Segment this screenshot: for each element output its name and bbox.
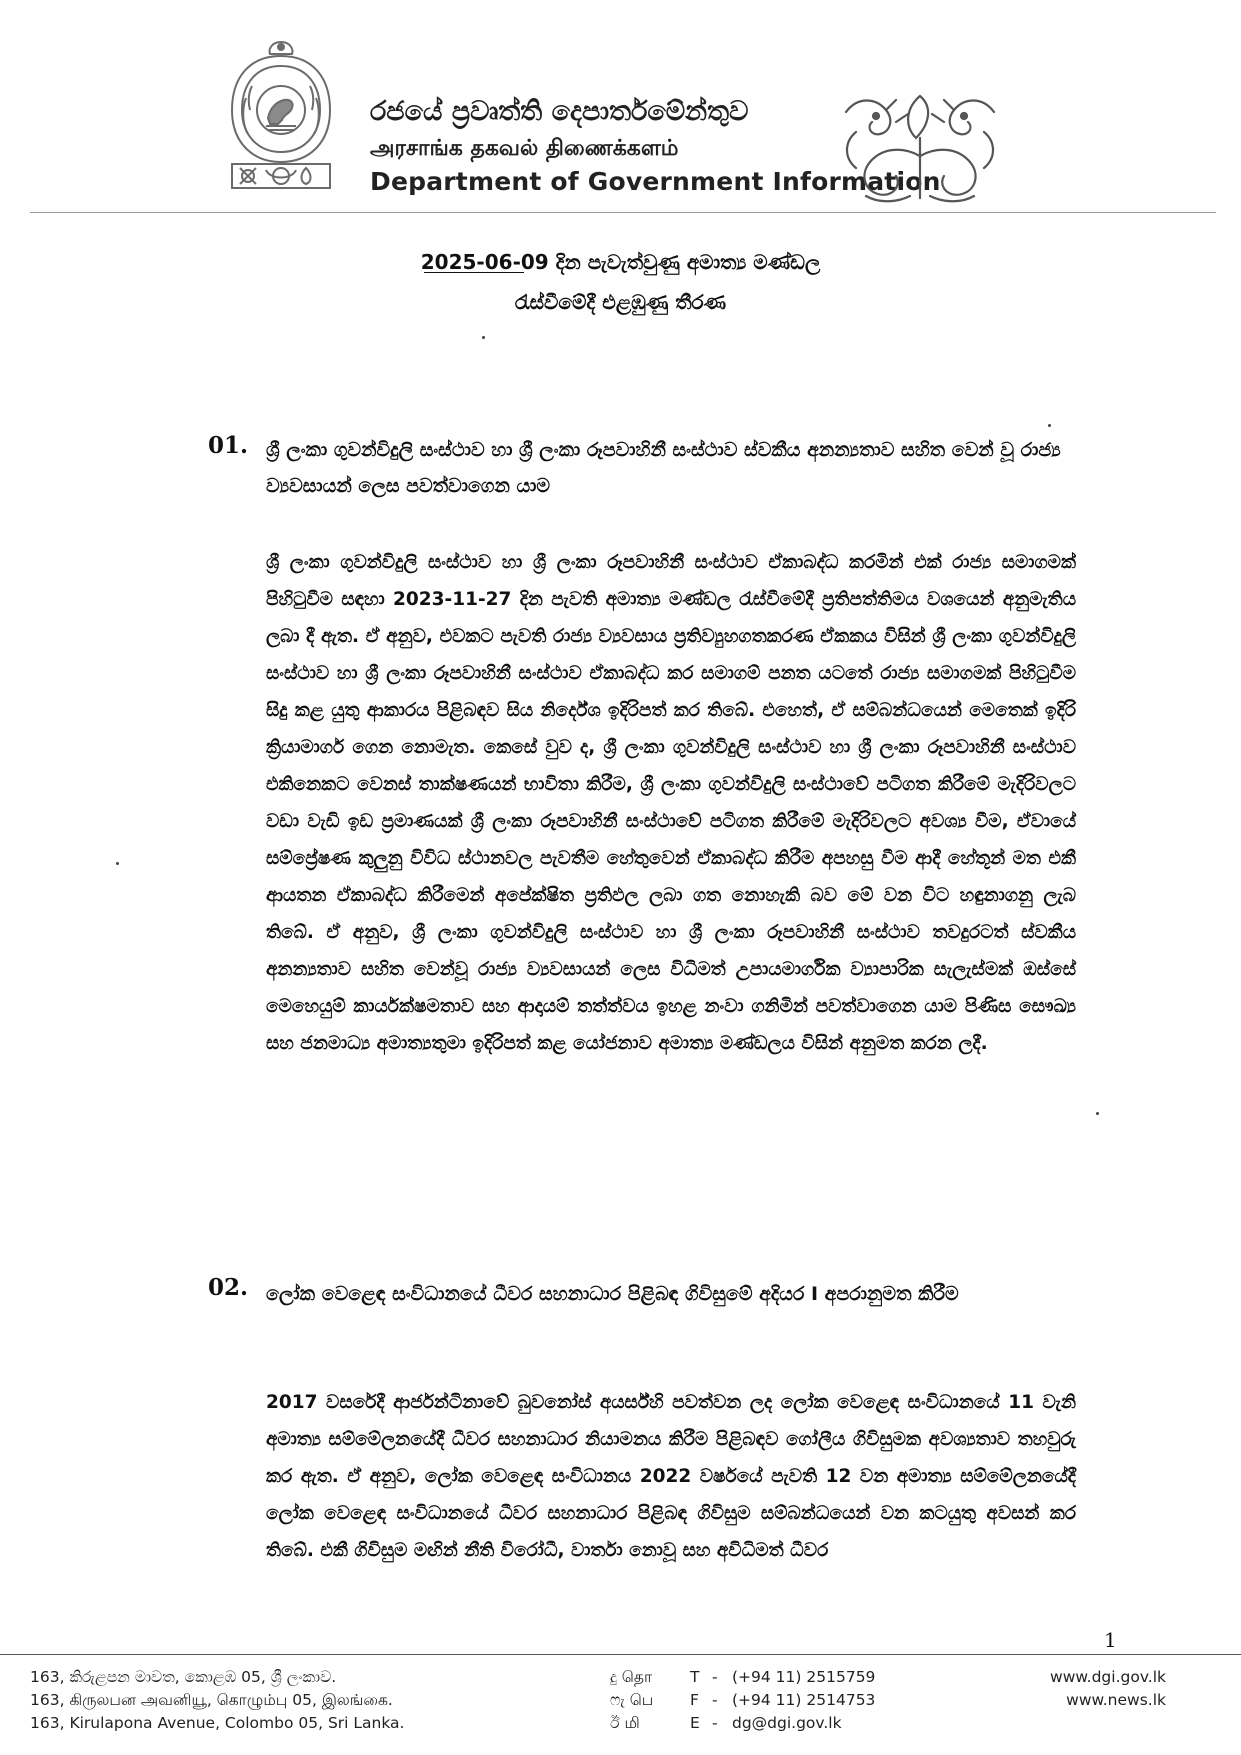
item-number: 01.	[208, 432, 249, 459]
fax-row	[610, 1689, 875, 1712]
scan-speck	[116, 862, 119, 865]
footer-divider	[0, 1654, 1241, 1655]
footer-address	[30, 1666, 404, 1735]
item-heading: ශ්‍රී ලංකා ගුවන්විදුලි සංස්ථාව හා ශ්‍රී ලංකා රූපවාහිනී සංස්ථාව ස්වකීය අනන්‍යතාව සහිත වෙන් වූ රාජ්‍ය ව්‍යවසායන් ලෙස පවත්වාගෙන යාම	[266, 439, 1061, 497]
lion-ornament-icon	[836, 86, 1004, 208]
department-name-tamil: அரசாங்க தகவல் திணைக்களம்	[370, 136, 679, 161]
phone-label: දු தொ	[610, 1668, 653, 1686]
state-emblem-icon	[226, 38, 336, 193]
scan-speck	[1048, 424, 1051, 427]
phone-row	[610, 1666, 875, 1689]
email-dash: -	[712, 1714, 718, 1732]
item-body: ශ්‍රී ලංකා ගුවන්විදුලි සංස්ථාව හා ශ්‍රී ලංකා රූපවාහිනී සංස්ථාව ඒකාබද්ධ කරමින් එක් රාජ්‍ය සමාගමක් පිහිටුවීම සඳහා 2023-11-27 දින පැවති අමාත්‍ය මණ්ඩල රැස්වීමේදී ප්‍රතිපත්තිමය වශයෙන් අනුමැතිය ලබා දී ඇත. ඒ අනුව, එවකට පැවති රාජ්‍ය ව්‍යවසාය ප්‍රතිව්‍යුහගතකරණ ඒකකය විසින් ශ්‍රී ලංකා ගුවන්විදුලි සංස්ථාව හා ශ්‍රී ලංකා රූපවාහිනී සංස්ථාව ඒකාබද්ධ කර සමාගම් පනත යටතේ රාජ්‍ය සමාගමක් පිහිටුවීම සිදු කළ යුතු ආකාරය පිළිබඳව සිය නිර්දේශ ඉදිරිපත් කර තිබේ. එහෙත්, ඒ සම්බන්ධයෙන් මෙතෙක් ඉදිරි ක්‍රියාමාර්ග ගෙන නොමැත. කෙසේ වුව ද, ශ්‍රී ලංකා ගුවන්විදුලි සංස්ථාව හා ශ්‍රී ලංකා රූපවාහිනී සංස්ථාව එකිනෙකට වෙනස් තාක්ෂණයන් භාවිතා කිරීම, ශ්‍රී ලංකා ගුවන්විදුලි සංස්ථාවේ පටිගත කිරීමේ මැදිරිවලට වඩා වැඩි ඉඩ ප්‍රමාණයක් ශ්‍රී ලංකා රූපවාහිනී සංස්ථාවේ පටිගත කිරීමේ මැදිරිවලට අවශ්‍ය වීම, ඒවායේ සම්ප්‍රේෂණ කුලුනු විවිධ ස්ථානවල පැවතීම හේතුවෙන් ඒකාබද්ධ කිරීම අපහසු වීම ආදී හේතූන් මත එකී ආයතන ඒකාබද්ධ කිරීමෙන් අපේක්ෂිත ප්‍රතිඵල ලබා ගත නොහැකි බව මේ වන විට හඳුනාගනු ලැබ තිබේ. ඒ අනුව, ශ්‍රී ලංකා ගුවන්විදුලි සංස්ථාව හා ශ්‍රී ලංකා රූපවාහිනී සංස්ථාව තවදුරටත් ස්වකීය අනන්‍යතාව සහිත වෙන්වූ රාජ්‍ය ව්‍යවසායන් ලෙස විධිමත් උපායමාර්ගික ව්‍යාපාරික සැලැස්මක් ඔස්සේ මෙහෙයුම් කාර්යක්ෂමතාව සහ ආදායම් තත්ත්වය ඉහළ නංවා ගනිමින් පවත්වාගෙන යාම පිණිස සෞඛ්‍ය සහ ජනමාධ්‍ය අමාත්‍යතුමා ඉදිරිපත් කළ යෝජනාව අමාත්‍ය මණ්ඩලය විසින් අනුමත කරන ලදී.	[266, 552, 1076, 1054]
address-english: 163, Kirulapona Avenue, Colombo 05, Sri Lanka.	[30, 1714, 405, 1732]
fax-number[interactable]: (+94 11) 2514753	[732, 1691, 876, 1709]
page-number: 1	[1104, 1628, 1117, 1652]
item-body: 2017 වසරේදී ආර්ජන්ටිනාවේ බුවනෝස් අයර්ස්හි පවත්වන ලද ලෝක වෙළෙඳ සංවිධානයේ 11 වැනි අමාත්‍ය සම්මේලනයේදී ධීවර සහනාධාර නියාමනය කිරීම පිළිබඳව ගෝලීය ගිවිසුමක අවශ්‍යතාව තහවුරු කර ඇත. ඒ අනුව, ලෝක වෙළෙඳ සංවිධානය 2022 වර්ෂයේ පැවති 12 වන අමාත්‍ය සම්මේලනයේදී ලෝක වෙළෙඳ සංවිධානයේ ධීවර සහනාධාර පිළිබඳ ගිවිසුම සම්බන්ධයෙන් වන කටයුතු අවසන් කර තිබේ. එකී ගිවිසුම මඟින් නීති විරෝධී, වාර්තා නොවූ සහ අවිධිමත් ධීවර	[266, 1392, 1076, 1561]
footer-contact	[610, 1666, 875, 1735]
email-row	[610, 1712, 875, 1735]
email-address[interactable]: dg@dgi.gov.lk	[732, 1714, 842, 1732]
email-code: E	[690, 1714, 700, 1732]
phone-code: T	[690, 1668, 700, 1686]
item-heading: ලෝක වෙළෙඳ සංවිධානයේ ධීවර සහනාධාර පිළිබඳ ගිවිසුමේ අදියර I අපරානුමත කිරීම	[266, 1283, 959, 1305]
website-link-news[interactable]: www.news.lk	[1066, 1691, 1166, 1709]
scan-speck	[1096, 1112, 1099, 1115]
phone-dash: -	[712, 1668, 718, 1686]
department-name-sinhala: රජයේ ප්‍රවෘත්ති දෙපාර්තමේන්තුව	[370, 96, 749, 127]
fax-label: ෆැ பெ	[610, 1691, 654, 1709]
document-title-line-2: රැස්වීමේදී එළඹුණු තීරණ	[514, 290, 727, 314]
item-number: 02.	[208, 1274, 249, 1301]
footer-websites	[1000, 1666, 1166, 1712]
title-date-underline	[424, 272, 524, 273]
department-name-english: Department of Government Information	[370, 167, 941, 196]
scan-speck	[482, 336, 485, 339]
email-label: ඊ மி	[610, 1714, 640, 1732]
fax-code: F	[690, 1691, 699, 1709]
fax-dash: -	[712, 1691, 718, 1709]
document-title-line-1: 2025-06-09 දින පැවැත්වුණු අමාත්‍ය මණ්ඩල	[420, 250, 821, 274]
address-sinhala: 163, කිරුළපන මාවත, කොළඹ 05, ශ්‍රී ලංකාව.	[30, 1668, 337, 1686]
header-divider	[30, 212, 1216, 213]
phone-number[interactable]: (+94 11) 2515759	[732, 1668, 876, 1686]
address-tamil: 163, கிருலபன அவனியூ, கொழும்பு 05, இலங்கை.	[30, 1691, 393, 1709]
website-link-dgi[interactable]: www.dgi.gov.lk	[1050, 1668, 1166, 1686]
